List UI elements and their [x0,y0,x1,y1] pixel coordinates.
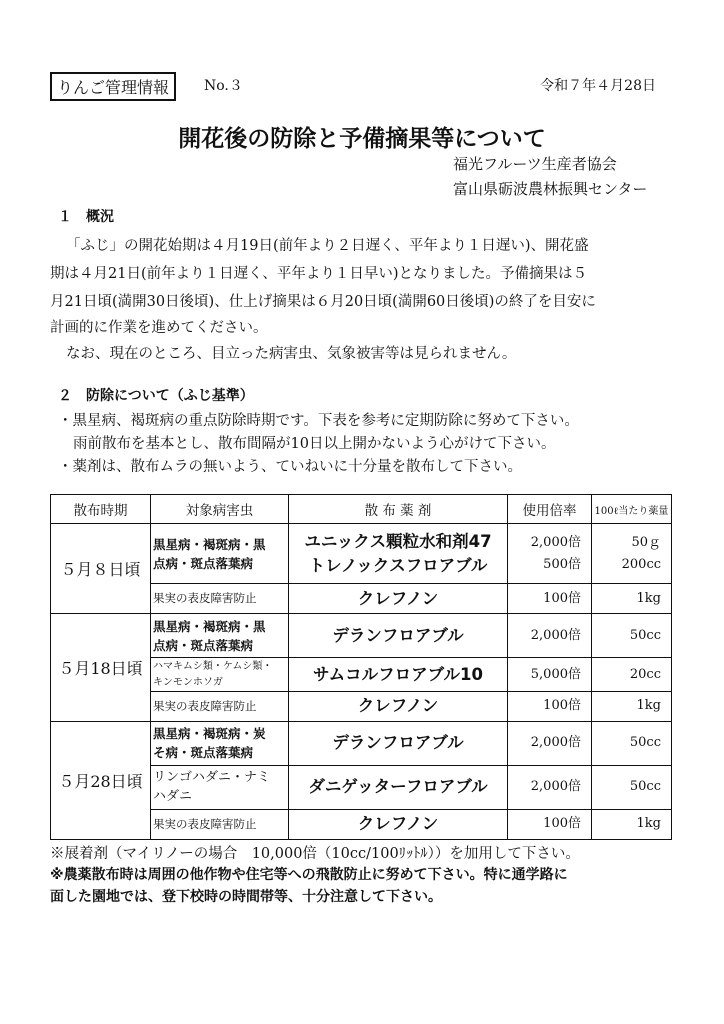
chemical-name: ダニゲッターフロアブル [289,765,508,809]
column-header: 散布時期 [51,495,151,524]
target-pest: ハマキムシ類・ケムシ類・ キンモンホソガ [151,658,289,691]
page-title: 開花後の防除と予備摘果等について [178,126,546,152]
target-pest: リンゴハダニ・ナミ ハダニ [151,765,289,809]
dilution-rate: 100倍 [508,691,592,721]
table-row [51,614,672,658]
target-pest: 果実の表皮障害防止 [151,809,289,839]
dilution-rate: 2,000倍 [508,614,592,658]
organization-name: 福光フルーツ生産者協会 [453,155,617,173]
dilution-rate: 2,000倍 [508,765,592,809]
section-heading: ２ 防除について（ふじ基準） [58,388,254,404]
chemical-amount: 50cc [592,721,672,765]
issue-date: 令和７年４月28日 [540,78,656,94]
dilution-rate: 5,000倍 [508,658,592,691]
table-row [51,721,672,765]
dilution-rate: 2,000倍 500倍 [508,524,592,584]
paragraph-line: なお、現在のところ、目立った病害虫、気象被害等は見られません。 [66,346,517,362]
chemical-amount: 20cc [592,658,672,691]
target-pest: 果実の表皮障害防止 [151,691,289,721]
target-pest: 果実の表皮障害防止 [151,584,289,614]
paragraph-line: 計画的に作業を進めてください。 [50,320,268,336]
column-header: 使用倍率 [508,495,592,524]
bullet-line: ・黒星病、褐斑病の重点防除時期です。下表を参考に定期防除に努めて下さい。 [58,413,579,429]
dilution-rate: 100倍 [508,584,592,614]
column-header: 対象病害虫 [151,495,289,524]
target-pest: 黒星病・褐斑病・黒 点病・斑点落葉病 [151,524,289,584]
chemical-name: クレフノン [289,809,508,839]
chemical-amount: 50cc [592,614,672,658]
section-heading: １ 概況 [58,209,114,225]
chemical-name: クレフノン [289,691,508,721]
info-tag: りんご管理情報 [50,72,176,101]
paragraph-line: 月21日頃(満開30日後頃)、仕上げ摘果は６月20日頃(満開60日後頃)の終了を目安に [50,294,596,310]
column-header: 100ℓ当たり薬量 [592,495,672,524]
bullet-line: ・薬剤は、散布ムラの無いよう、ていねいに十分量を散布して下さい。 [58,459,522,475]
chemical-amount: 1kg [592,809,672,839]
bullet-line: 雨前散布を基本とし、散布間隔が10日以上開かないよう心がけて下さい。 [73,436,556,452]
chemical-name: ユニックス顆粒水和剤47 トレノックスフロアブル [289,524,508,584]
spray-period: ５月28日頃 [51,721,151,839]
note-line: ※展着剤（マイリノーの場合 10,000倍（10cc/100ﾘｯﾄﾙ））を加用して下さい。 [50,846,580,862]
table-header-row [51,495,672,524]
target-pest: 黒星病・褐斑病・炭 そ病・斑点落葉病 [151,721,289,765]
paragraph-line: 「ふじ」の開花始期は４月19日(前年より２日遅く、平年より１日遅い)、開花盛 [66,238,589,254]
chemical-amount: 1kg [592,584,672,614]
table-row [51,524,672,584]
note-line: 面した園地では、登下校時の時間帯等、十分注意して下さい。 [50,889,442,905]
chemical-name: デランフロアブル [289,721,508,765]
chemical-name: デランフロアブル [289,614,508,658]
chemical-name: サムコルフロアブル10 [289,658,508,691]
spray-period: ５月８日頃 [51,524,151,614]
chemical-amount: 50ｇ 200cc [592,524,672,584]
chemical-name: クレフノン [289,584,508,614]
target-pest: 黒星病・褐斑病・黒 点病・斑点落葉病 [151,614,289,658]
spray-schedule-table [50,494,672,840]
organization-name: 富山県砺波農林振興センター [453,180,648,198]
paragraph-line: 期は４月21日(前年より１日遅く、平年より１日早い)となりました。予備摘果は５ [50,266,587,282]
chemical-amount: 50cc [592,765,672,809]
column-header: 散 布 薬 剤 [289,495,508,524]
dilution-rate: 100倍 [508,809,592,839]
issue-number: No.３ [204,78,243,94]
spray-period: ５月18日頃 [51,614,151,721]
dilution-rate: 2,000倍 [508,721,592,765]
note-line: ※農薬散布時は周囲の他作物や住宅等への飛散防止に努めて下さい。特に通学路に [50,867,568,883]
chemical-amount: 1kg [592,691,672,721]
